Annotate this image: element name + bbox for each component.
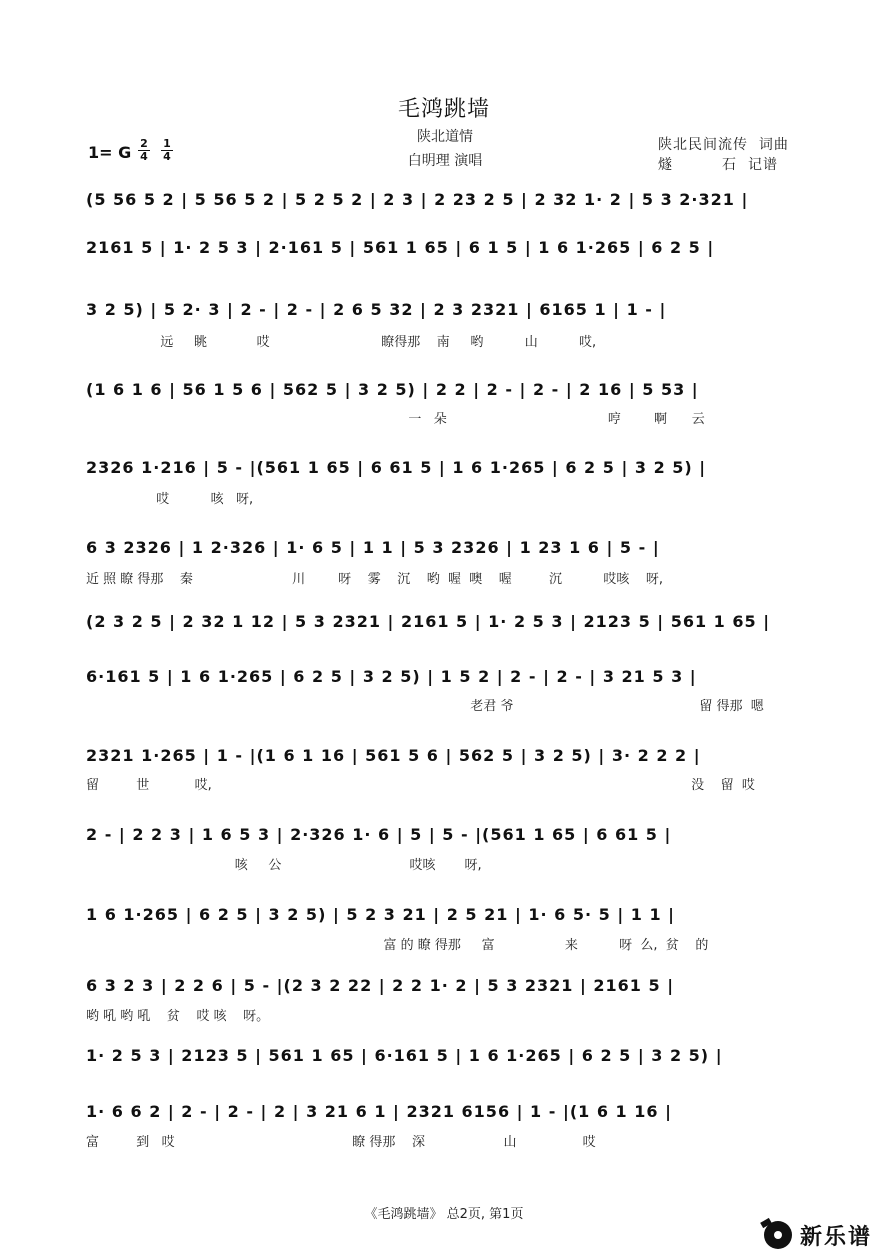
lyrics-line: 富 的 瞭 得那 富 来 呀 么, 贫 的 <box>86 938 709 953</box>
notation-line: (2 3 2 5 | 2 32 1 12 | 5 3 2321 | 2161 5 | 1· 2 5 3 | 2123 5 | 561 1 65 | <box>86 612 771 631</box>
notation-line: 6·161 5 | 1 6 1·265 | 6 2 5 | 3 2 5) | 1 5 2 | 2 - | 2 - | 3 21 5 3 | <box>86 667 697 686</box>
meter-bottom: 4 <box>163 150 171 163</box>
notation-line: 6 3 2 3 | 2 2 6 | 5 - |(2 3 2 22 | 2 2 1· 2 | 5 3 2321 | 2161 5 | <box>86 976 675 995</box>
lyrics-line: 留 世 哎, 没 留 哎 <box>86 778 755 793</box>
notation-line: 3 2 5) | 5 2· 3 | 2 - | 2 - | 2 6 5 32 | 2 3 2321 | 6165 1 | 1 - | <box>86 300 667 319</box>
lyrics-line: 哟 吼 哟 吼 贫 哎 咳 呀。 <box>86 1009 270 1024</box>
song-title: 毛鸿跳墙 <box>397 97 490 122</box>
page-footer: 《毛鸿跳墙》 总2页, 第1页 <box>364 1207 524 1222</box>
lyrics-line: 老君 爷 留 得那 嗯 <box>86 699 764 714</box>
notation-line: 6 3 2326 | 1 2·326 | 1· 6 5 | 1 1 | 5 3 2326 | 1 23 1 6 | 5 - | <box>86 538 660 557</box>
brand-logo <box>762 1218 882 1252</box>
lyrics-line: 咳 公 哎咳 呀, <box>86 858 482 873</box>
notation-line: 2161 5 | 1· 2 5 3 | 2·161 5 | 561 1 65 | 6 1 5 | 1 6 1·265 | 6 2 5 | <box>86 238 715 257</box>
key-signature: 1= G <box>88 143 132 162</box>
time-signature-1-4 <box>160 138 174 163</box>
lyrics-music-credit: 陕北民间流传 词曲 <box>658 137 789 153</box>
notation-line: 2326 1·216 | 5 - |(561 1 65 | 6 61 5 | 1 6 1·265 | 6 2 5 | 3 2 5) | <box>86 458 707 477</box>
meter-bottom: 4 <box>140 150 148 163</box>
lyrics-line: 一 朵 哼 啊 云 <box>86 412 705 427</box>
lyrics-line: 富 到 哎 瞭 得那 深 山 哎 <box>86 1135 596 1150</box>
notation-line: 2 - | 2 2 3 | 1 6 5 3 | 2·326 1· 6 | 5 | 5 - |(561 1 65 | 6 61 5 | <box>86 825 672 844</box>
notation-line: 1 6 1·265 | 6 2 5 | 3 2 5) | 5 2 3 21 | 2 5 21 | 1· 6 5· 5 | 1 1 | <box>86 905 676 924</box>
notation-line: (1 6 1 6 | 56 1 5 6 | 562 5 | 3 2 5) | 2 2 | 2 - | 2 - | 2 16 | 5 53 | <box>86 380 699 399</box>
notation-line: (5 56 5 2 | 5 56 5 2 | 5 2 5 2 | 2 3 | 2 23 2 5 | 2 32 1· 2 | 5 3 2·321 | <box>86 190 749 209</box>
time-signature-2-4 <box>137 138 151 163</box>
lyrics-line: 近 照 瞭 得那 秦 川 呀 雾 沉 哟 喔 噢 喔 沉 哎咳 呀, <box>86 572 663 587</box>
notation-line: 1· 6 6 2 | 2 - | 2 - | 2 | 3 21 6 1 | 2321 6156 | 1 - |(1 6 1 16 | <box>86 1102 672 1121</box>
transcriber-credit: 燧 石 记谱 <box>658 157 778 173</box>
lyrics-line: 哎 咳 呀, <box>86 492 254 507</box>
lyrics-line: 远 眺 哎 瞭得那 南 哟 山 哎, <box>86 335 597 350</box>
notation-line: 2321 1·265 | 1 - |(1 6 1 16 | 561 5 6 | 562 5 | 3 2 5) | 3· 2 2 2 | <box>86 746 701 765</box>
performer-credit: 白明理 演唱 <box>407 153 483 169</box>
meter-top: 2 <box>140 137 148 150</box>
brand-name: 新乐谱 <box>800 1225 873 1250</box>
meter-top: 1 <box>163 137 171 150</box>
genre-subtitle: 陕北道情 <box>417 129 473 145</box>
record-disc-icon <box>764 1221 792 1249</box>
notation-line: 1· 2 5 3 | 2123 5 | 561 1 65 | 6·161 5 | 1 6 1·265 | 6 2 5 | 3 2 5) | <box>86 1046 723 1065</box>
